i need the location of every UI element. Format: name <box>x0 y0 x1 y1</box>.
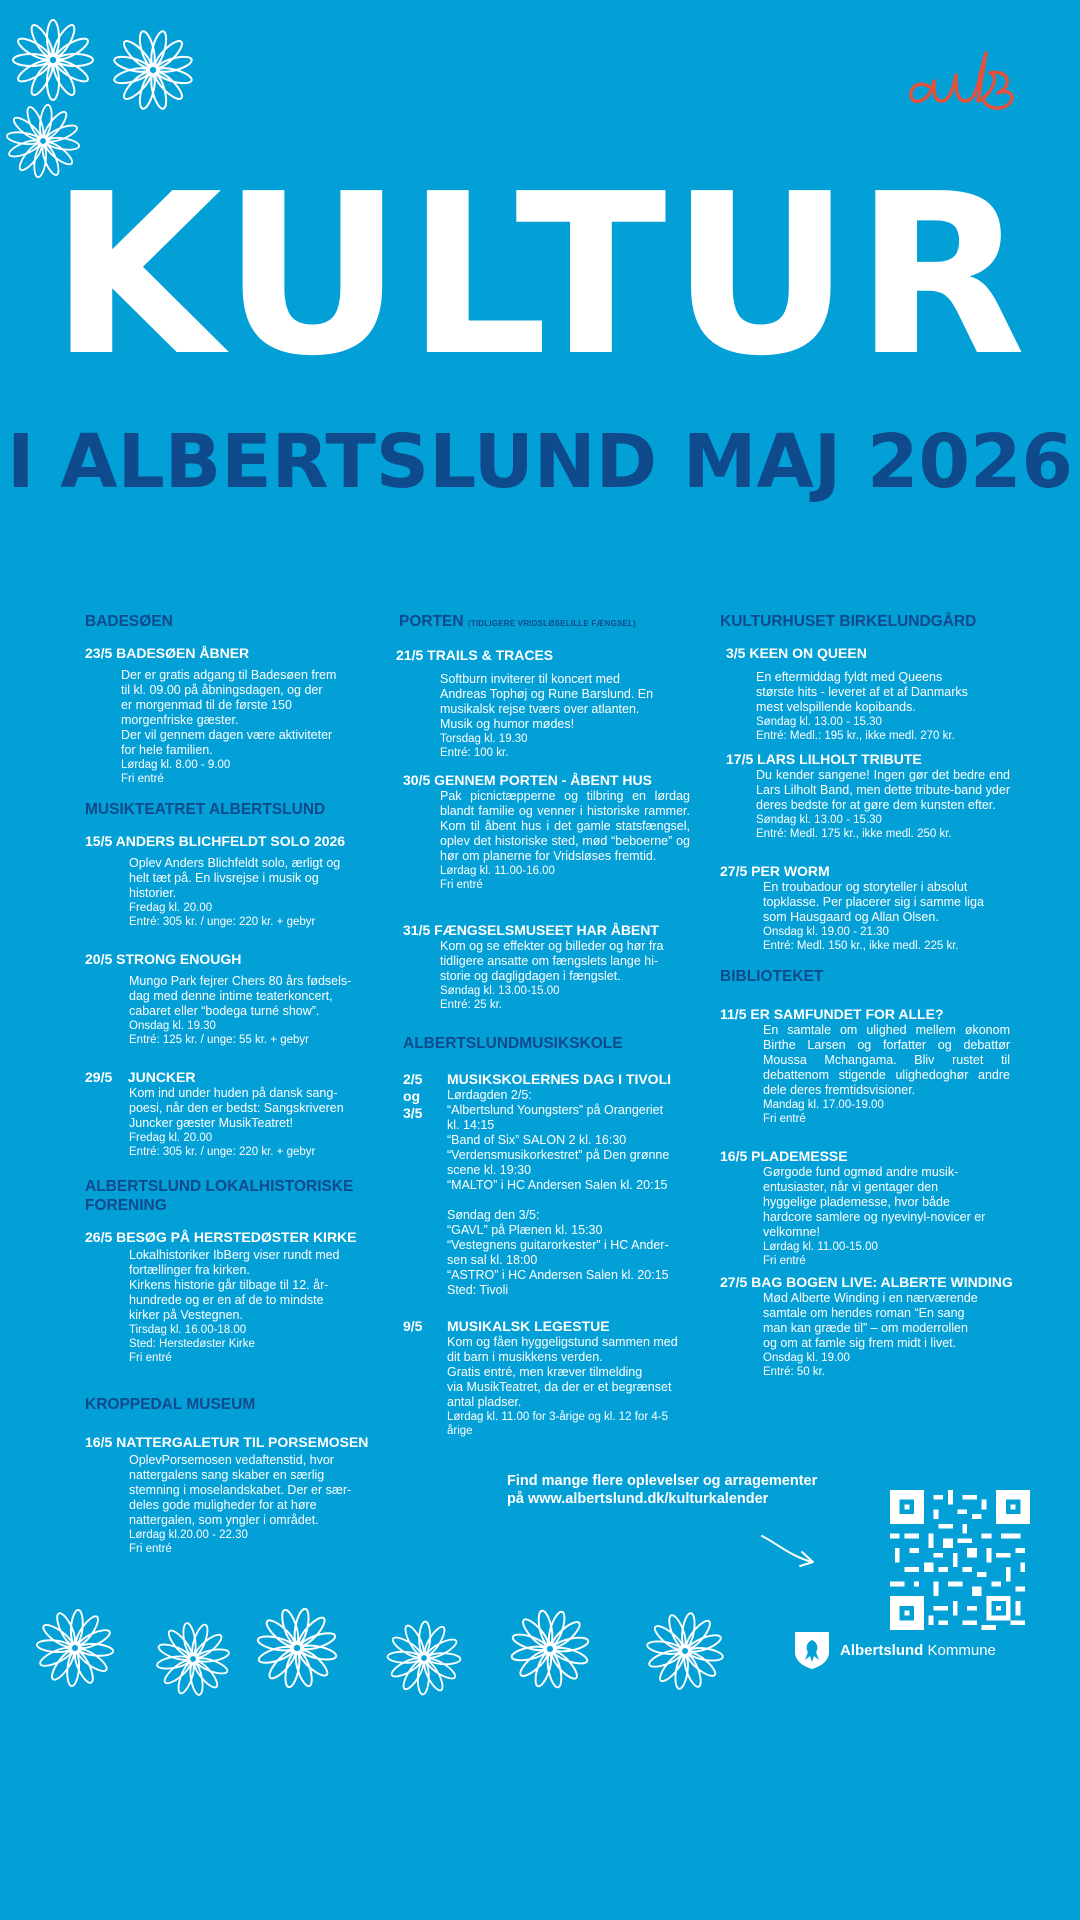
event-faengselsmuseet <box>403 922 696 1012</box>
kulturkalender-link[interactable] <box>507 1472 887 1508</box>
event-title: MUSIKALSK LEGESTUE <box>447 1318 610 1334</box>
event-details: Lørdag kl. 11.00 for 3-årige og kl. 12 for 4-5 årige <box>447 1411 668 1437</box>
albertslund-crest-icon <box>793 1630 831 1670</box>
event-details: Torsdag kl. 19.30 Entré: 100 kr. <box>440 733 528 759</box>
event-title: 23/5 BADESØEN ÅBNER <box>85 645 250 661</box>
daisy-icon <box>108 25 198 115</box>
event-bag-bogen-live <box>720 1274 1013 1379</box>
event-dates: 2/5 og 3/5 <box>403 1071 423 1121</box>
section-heading-porten-note: (TIDLIGERE VRIDSLØSELILLE FÆNGSEL) <box>467 619 637 628</box>
kommune-name <box>840 1642 996 1659</box>
event-per-worm <box>720 863 1010 953</box>
kommune-name-suffix: Kommune <box>927 1642 996 1659</box>
event-samfundet-for-alle <box>720 1006 1010 1126</box>
event-title: 27/5 PER WORM <box>720 863 830 879</box>
event-title: 30/5 GENNEM PORTEN - ÅBENT HUS <box>403 772 652 788</box>
section-heading-birkelundgaard: KULTURHUSET BIRKELUNDGÅRD <box>720 613 977 630</box>
event-musikskolernes-dag <box>403 1071 696 1298</box>
daisy-icon <box>32 1605 118 1691</box>
event-description: Du kender sangene! Ingen gør det bedre end Lars Lilholt Band, men dette tribute-band yder deres bedste for at gøre dem kunsten efter. <box>756 768 1010 812</box>
event-juncker <box>85 1069 385 1159</box>
hero-title: KULTUR <box>50 147 1030 405</box>
event-title: 11/5 ER SAMFUNDET FOR ALLE? <box>720 1006 944 1022</box>
daisy-icon <box>383 1617 465 1699</box>
section-heading-kroppedal: KROPPEDAL MUSEUM <box>85 1396 256 1413</box>
daisy-icon <box>8 15 98 105</box>
daisy-icon <box>252 1603 342 1693</box>
daisy-icon <box>152 1618 234 1700</box>
event-description: En troubadour og storyteller i absolut topklasse. Per placerer sig i samme liga som Hausgaard og Allan Olsen. <box>763 880 984 924</box>
event-details: Onsdag kl. 19.00 Entré: 50 kr. <box>763 1352 850 1378</box>
section-heading-musikteatret: MUSIKTEATRET ALBERTSLUND <box>85 801 326 818</box>
event-description: Lørdagden 2/5: “Albertslund Youngsters” på Orangeriet kl. 14:15 “Band of Six” SALON 2 kl. 16:30 “Verdensmusikorkestret” på Den grønne scene kl. 19:30 “MALTO” i HC Andersen Salen kl. 20:15 Søndag den 3/5: “GAVL” på Plænen kl. 15:30 “Vestegnens guitarorkester” i HC Ander- sen sal kl. 18:00 “ASTRO” i HC Andersen Salen kl. 20:15 Sted: Tivoli <box>447 1088 670 1297</box>
event-details: Fredag kl. 20.00 Entré: 305 kr. / unge: 220 kr. + gebyr <box>129 902 316 928</box>
section-heading-porten-title: PORTEN <box>399 613 464 630</box>
event-details: Lørdag kl. 8.00 - 9.00 Fri entré <box>121 759 231 785</box>
column-1 <box>85 612 385 1578</box>
event-description: Kom og se effekter og billeder og hør fra tidligere ansatte om fængslets lange hi- storie og dagligdagen i fængslet. <box>440 939 664 983</box>
event-details: Onsdag kl. 19.30 Entré: 125 kr. / unge: 55 kr. + gebyr <box>129 1020 309 1046</box>
event-title: 31/5 FÆNGSELSMUSEET HAR ÅBENT <box>403 922 659 938</box>
event-title: 15/5 ANDERS BLICHFELDT SOLO 2026 <box>85 833 346 849</box>
event-trails-traces <box>396 647 696 760</box>
daisy-icon <box>506 1605 594 1693</box>
daisy-icon <box>642 1608 728 1694</box>
find-more-url[interactable]: på www.albertslund.dk/kulturkalender <box>507 1491 769 1507</box>
event-description: Mød Alberte Winding i en nærværende samtale om hendes roman “En sang man kan græde til” – om moderrollen og om at famle sig frem midt i livet. <box>763 1291 978 1350</box>
event-details: Søndag kl. 13.00 - 15.30 Entré: Medl. 175 kr., ikke medl. 250 kr. <box>756 814 952 840</box>
event-description: En eftermiddag fyldt med Queens største hits - leveret af et af Danmarks mest velspillende kopibands. <box>756 670 968 714</box>
event-description: Kom ind under huden på dansk sang- poesi, når den er bedst: Sangskriveren Juncker gæster MusikTeatret! <box>129 1086 344 1130</box>
event-description: En samtale om ulighed mellem økonom Birthe Larsen og forfatter og debattør Moussa Mchangama. Bliv rustet til debattenom stigende ulighedoghør andre dele deres fremtidsvisioner. <box>763 1023 1010 1097</box>
event-description: Lokalhistoriker IbBerg viser rundt med fortællinger fra kirken. Kirkens historie går tilbage til 12. år- hundrede og er en af de to mindste kirker på Vestegnen. <box>129 1248 340 1322</box>
event-strong-enough <box>85 951 385 1047</box>
event-title: 21/5 TRAILS & TRACES <box>396 647 554 663</box>
aub-logo <box>900 45 1050 115</box>
event-details: Onsdag kl. 19.00 - 21.30 Entré: Medl. 150 kr., ikke medl. 225 kr. <box>763 926 959 952</box>
event-anders-blichfeldt <box>85 833 385 929</box>
qr-code[interactable] <box>890 1490 1030 1630</box>
section-heading-biblioteket: BIBLIOTEKET <box>720 968 824 985</box>
event-description: Softburn inviterer til koncert med Andreas Tophøj og Rune Barslund. En musikalsk rejse tværs over atlanten. Musik og humor mødes! <box>440 672 654 731</box>
event-title: 20/5 STRONG ENOUGH <box>85 951 242 967</box>
column-2 <box>396 612 696 1438</box>
event-gennem-porten <box>403 772 696 892</box>
event-title: 29/5 JUNCKER <box>85 1069 196 1085</box>
section-heading-badesoen: BADESØEN <box>85 613 173 630</box>
event-title: 17/5 LARS LILHOLT TRIBUTE <box>726 751 922 767</box>
arrow-icon <box>760 1530 820 1570</box>
event-dates: 9/5 <box>403 1318 423 1334</box>
section-heading-lokalhistorie: ALBERTSLUND LOKALHISTORISKE FORENING <box>85 1178 354 1214</box>
event-description: Kom og fåen hyggeligstund sammen med dit barn i musikkens verden. Gratis entré, men kræver tilmelding via MusikTeatret, da der er et begrænset antal pladser. <box>447 1335 678 1409</box>
event-title: 27/5 BAG BOGEN LIVE: ALBERTE WINDING <box>720 1274 1013 1290</box>
event-musikalsk-legestue <box>403 1318 696 1438</box>
find-more-line-1: Find mange flere oplevelser og arragementer <box>507 1473 818 1489</box>
section-heading-porten <box>399 612 696 633</box>
column-3 <box>720 612 1013 1401</box>
hero-subtitle: I ALBERTSLUND MAJ 2026 <box>7 419 1073 505</box>
event-lars-lilholt <box>726 751 1010 841</box>
section-heading-musikskole: ALBERTSLUNDMUSIKSKOLE <box>403 1035 623 1052</box>
event-description: Oplev Anders Blichfeldt solo, ærligt og helt tæt på. En livsrejse i musik og historier. <box>129 856 341 900</box>
kommune-name-strong: Albertslund <box>840 1642 924 1659</box>
event-details: Søndag kl. 13.00-15.00 Entré: 25 kr. <box>440 985 560 1011</box>
event-title: 16/5 NATTERGALETUR TIL PORSEMOSEN <box>85 1434 369 1450</box>
event-badesoen-aabner <box>85 645 385 786</box>
event-description: OplevPorsemosen vedaftenstid, hvor nattergalens sang skaber en særlig stemning i moselandskabet. Der er sær- deles gode muligheder for at høre nattergalen, som yngler i området. <box>129 1453 352 1527</box>
event-nattergaletur <box>85 1434 385 1556</box>
event-title: 3/5 KEEN ON QUEEN <box>726 645 867 661</box>
event-plademesse <box>720 1148 1010 1268</box>
event-herstedoester-kirke <box>85 1229 385 1365</box>
event-details: Lørdag kl. 11.00-15.00 Fri entré <box>763 1241 878 1267</box>
event-title: 16/5 PLADEMESSE <box>720 1148 848 1164</box>
event-keen-on-queen <box>726 645 1010 743</box>
event-description: Gørgode fund ogmød andre musik- entusiaster, når vi gentager den hyggelige plademesse, hvor både hardcore samlere og nyevinyl-novicer er velkomne! <box>763 1165 986 1239</box>
event-title: MUSIKSKOLERNES DAG I TIVOLI <box>447 1071 672 1087</box>
event-description: Pak picnictæpperne og tilbring en lørdag blandt familie og venner i historiske rammer. Kom til åbent hus i det gamle statsfængsel, oplev det historiske sted, mød “beboerne” og hør om planerne for Vridsløses fremtid. <box>440 789 690 863</box>
event-description: Der er gratis adgang til Badesøen frem til kl. 09.00 på åbningsdagen, og der er morgenmad til de første 150 morgenfriske gæster. Der vil gennem dagen være aktiviteter for hele familien. <box>121 668 337 757</box>
event-details: Fredag kl. 20.00 Entré: 305 kr. / unge: 220 kr. + gebyr <box>129 1132 316 1158</box>
event-details: Søndag kl. 13.00 - 15.30 Entré: Medl.: 195 kr., ikke medl. 270 kr. <box>756 716 955 742</box>
event-details: Tirsdag kl. 16.00-18.00 Sted: Herstedøster Kirke Fri entré <box>129 1324 255 1364</box>
event-details: Lørdag kl. 11.00-16.00 Fri entré <box>440 865 555 891</box>
event-title: 26/5 BESØG PÅ HERSTEDØSTER KIRKE <box>85 1229 357 1245</box>
event-details: Mandag kl. 17.00-19.00 Fri entré <box>763 1099 884 1125</box>
event-description: Mungo Park fejrer Chers 80 års fødsels- dag med denne intime teaterkoncert, cabaret eller “bodega turné show”. <box>129 974 352 1018</box>
event-details: Lørdag kl.20.00 - 22.30 Fri entré <box>129 1529 248 1555</box>
